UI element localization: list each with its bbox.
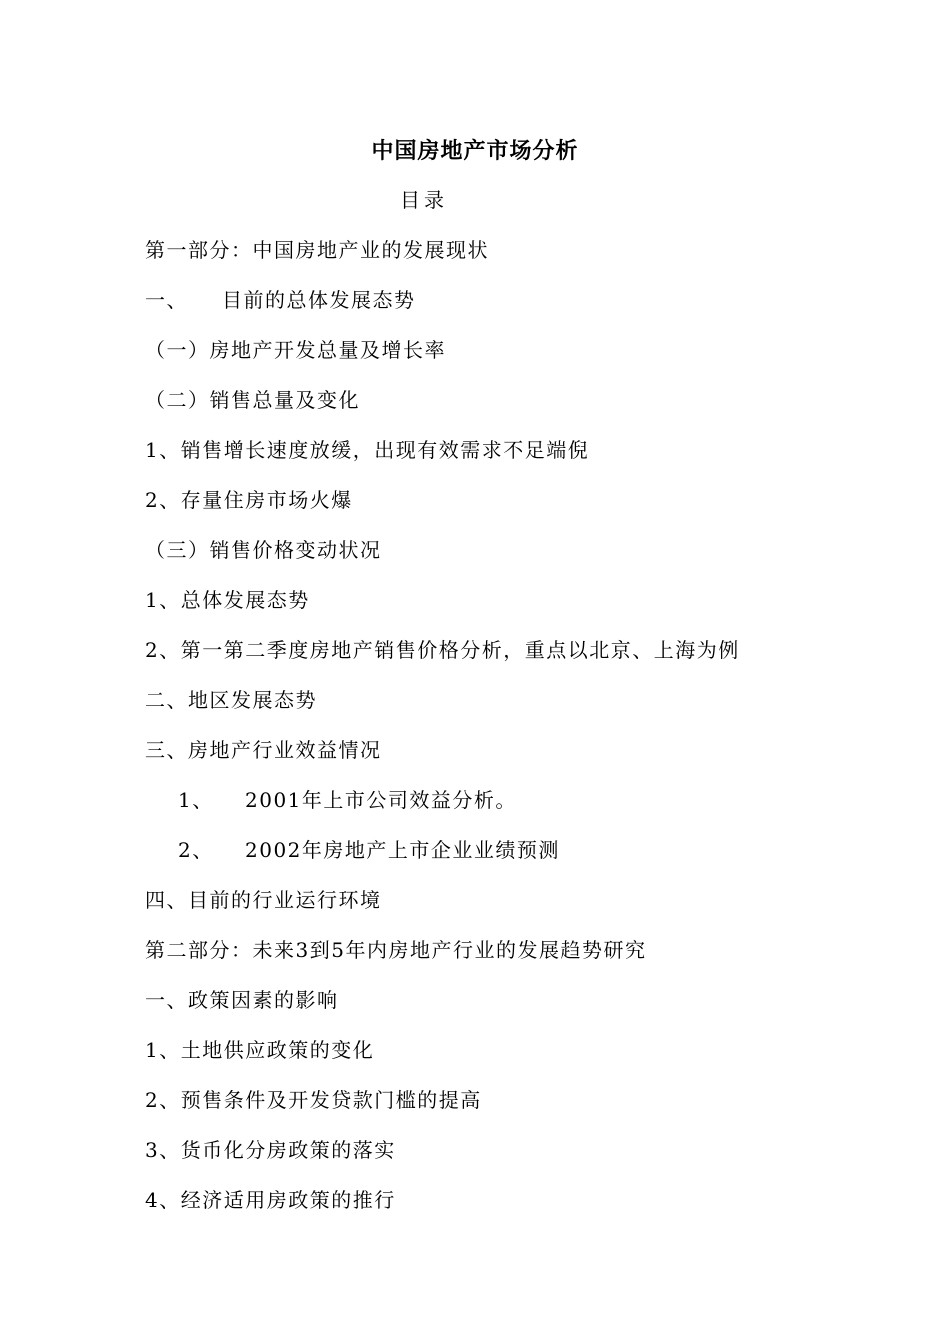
toc-item-1-2-1: 1、销售增长速度放缓，出现有效需求不足端倪 — [145, 438, 590, 462]
toc-part2-item-4: 4、经济适用房政策的推行 — [145, 1188, 396, 1212]
toc-subsection-1-1: （一）房地产开发总量及增长率 — [145, 338, 446, 362]
toc-part2-item-3: 3、货币化分房政策的落实 — [145, 1138, 396, 1162]
toc-part2-item-2: 2、预售条件及开发贷款门槛的提高 — [145, 1088, 482, 1112]
table-of-contents — [145, 236, 845, 1236]
toc-subsection-1-2: （二）销售总量及变化 — [145, 388, 360, 412]
toc-item-3-1: 1、 2001年上市公司效益分析。 — [178, 788, 517, 812]
toc-section-2: 二、地区发展态势 — [145, 688, 317, 712]
toc-subsection-1-3: （三）销售价格变动状况 — [145, 538, 382, 562]
toc-heading: 目录 — [400, 188, 448, 212]
toc-item-1-3-2: 2、第一第二季度房地产销售价格分析，重点以北京、上海为例 — [145, 638, 740, 662]
toc-part-two: 第二部分：未来3到5年内房地产行业的发展趋势研究 — [145, 938, 647, 962]
toc-part-one: 第一部分：中国房地产业的发展现状 — [145, 238, 489, 262]
toc-section-3: 三、房地产行业效益情况 — [145, 738, 382, 762]
toc-section-4: 四、目前的行业运行环境 — [145, 888, 382, 912]
toc-part2-section-1: 一、政策因素的影响 — [145, 988, 339, 1012]
toc-item-1-2-2: 2、存量住房市场火爆 — [145, 488, 353, 512]
document-title: 中国房地产市场分析 — [371, 138, 579, 164]
toc-part2-item-1: 1、土地供应政策的变化 — [145, 1038, 375, 1062]
toc-item-1-3-1: 1、总体发展态势 — [145, 588, 310, 612]
toc-section-1: 一、 目前的总体发展态势 — [145, 288, 416, 312]
toc-item-3-2: 2、 2002年房地产上市企业业绩预测 — [178, 838, 560, 862]
